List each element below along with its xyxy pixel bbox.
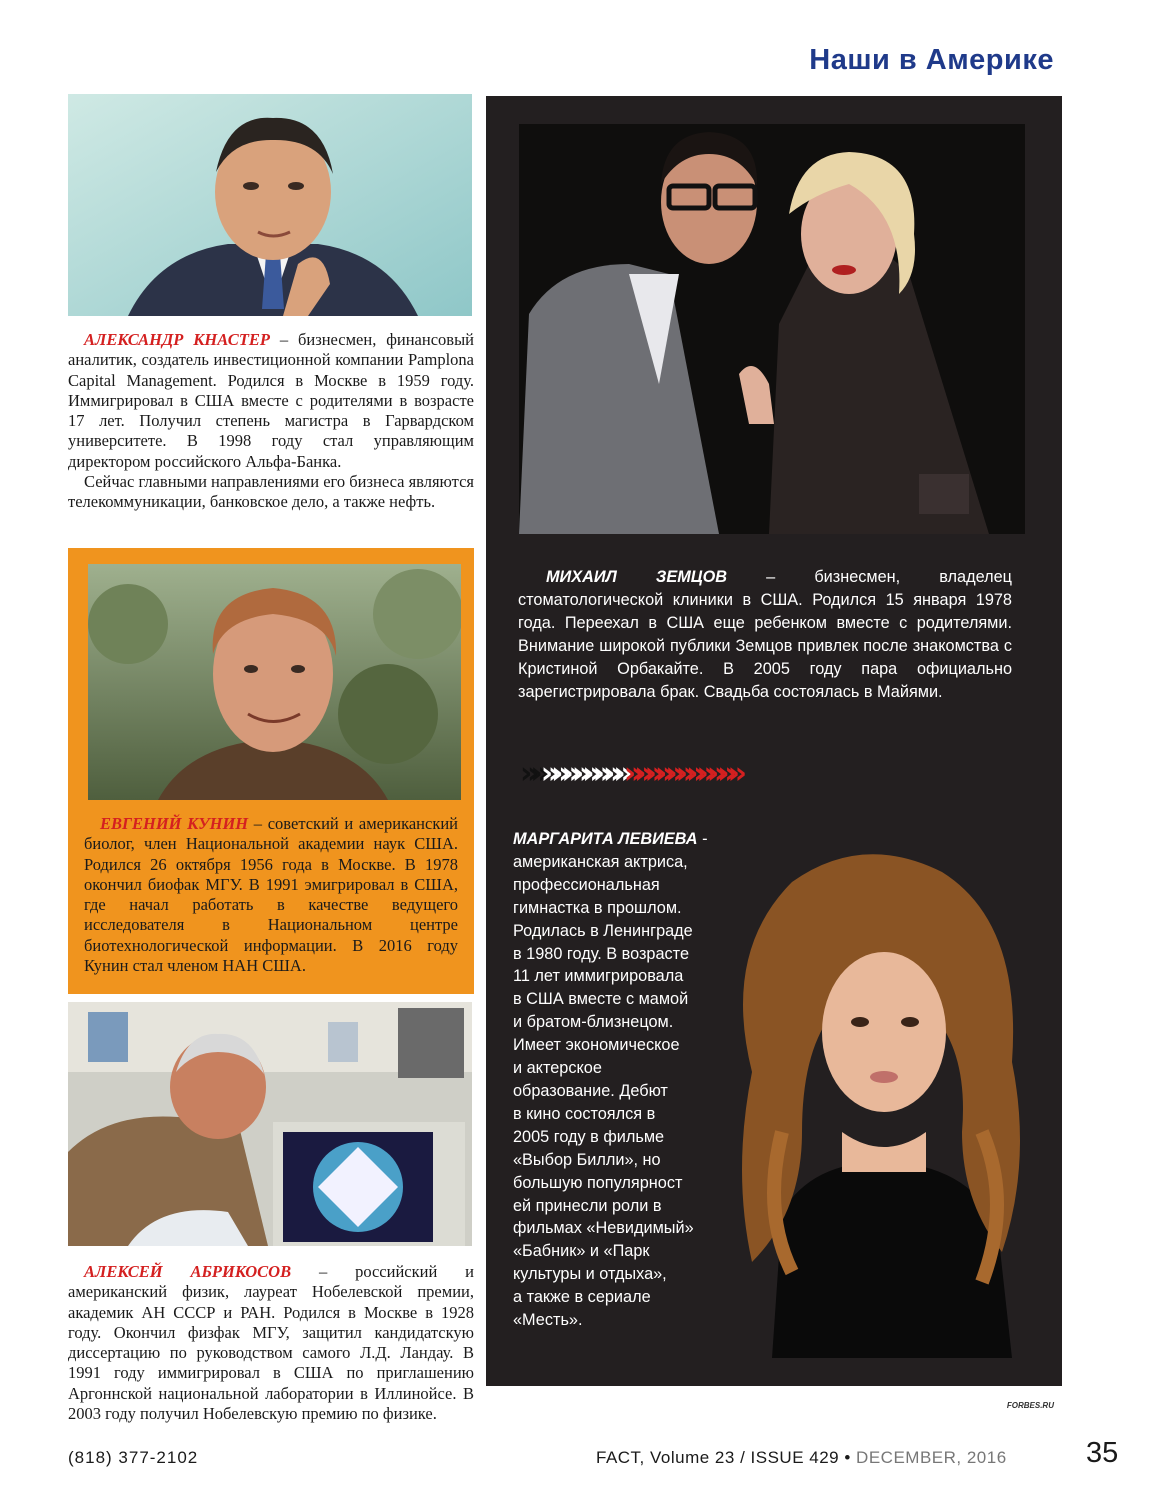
koonin-card: [68, 548, 474, 994]
levieva-name-line: МАРГАРИТА ЛЕВИЕВА -: [513, 830, 708, 848]
footer-publication-line: [596, 1448, 1007, 1468]
levieva-bio-line: ей принесли роли в: [513, 1196, 662, 1215]
koonin-bio: [84, 814, 458, 976]
knaster-bio-text: – бизнесмен, финансовый аналитик, создатель инвестиционной компании Pamplona Capital Management. Родился в Москве в 1959 году. Иммигрировал в США вместе с родителями в возрасте 17 лет. Получил степень магистра в Гарвардском университете. В 1998 году стал управляющим директором российского Альфа-Банка.: [68, 330, 474, 471]
levieva-bio-line: 2005 году в фильме: [513, 1127, 665, 1146]
knaster-bio: [68, 330, 474, 513]
section-title: Наши в Америке: [809, 44, 1054, 76]
levieva-bio-lines: [513, 851, 753, 1332]
footer-date: DECEMBER, 2016: [856, 1448, 1007, 1467]
chevrons-red: »»»»»»»»»»»: [623, 756, 738, 791]
levieva-bio-line: профессиональная: [513, 875, 660, 894]
levieva-bio-line: «Месть».: [513, 1311, 583, 1330]
levieva-bio-line: Имеет экономическое: [513, 1036, 680, 1055]
koonin-name: ЕВГЕНИЙ КУНИН: [100, 814, 249, 833]
zemtsov-bio-text: – бизнесмен, владелец стоматологической клиники в США. Родился 15 января 1978 года. Переехал в США еще ребенком вместе с родителями. Внимание широкой публики Земцов привлек после знакомства с Кристиной Орбакайте. В 2005 году пара официально зарегистрировала брак. Свадьба состоялась в Майями.: [518, 568, 1013, 701]
chevrons-white: »»»»»»»»: [540, 756, 624, 791]
abrikosov-bio-text: – российский и американский физик, лауреат Нобелевской премии, академик АН СССР и РАН. Родился в Москве в 1928 году. Окончил физфак МГУ, защитил кандидатскую диссертацию по руководством самого Л.Д. Ландау. В 1991 году иммигрировал в США по приглашению Аргоннской национальной лаборатории в Иллинойсе. В 2003 году получил Нобелевскую премию по физике.: [68, 1262, 474, 1424]
koonin-bio-text: – советский и американский биолог, член Национальной академии наук США. Родился 26 октября 1956 года в Москве. В 1978 окончил биофак МГУ. В 1991 эмигрировал в США, где начал работать в качестве ведущего исследователя в Национальном центре биотехнологической информации. В 2016 году Кунин стал членом НАН США.: [84, 814, 458, 976]
levieva-name: МАРГАРИТА ЛЕВИЕВА: [513, 830, 698, 848]
levieva-bio-line: в кино состоялся в: [513, 1104, 656, 1123]
abrikosov-name: АЛЕКСЕЙ АБРИКОСОВ: [84, 1262, 292, 1281]
levieva-bio: [513, 828, 753, 1332]
koonin-photo: [88, 564, 461, 800]
page-number: 35: [1086, 1437, 1119, 1469]
knaster-name: АЛЕКСАНДР КНАСТЕР: [84, 330, 270, 349]
levieva-bio-line: 11 лет иммигрировала: [513, 967, 684, 986]
levieva-bio-line: американская актриса,: [513, 852, 688, 871]
zemtsov-bio: [518, 566, 1012, 704]
levieva-bio-line: в США вместе с мамой: [513, 990, 689, 1009]
levieva-bio-line: образование. Дебют: [513, 1081, 668, 1100]
zemtsov-name: МИХАИЛ ЗЕМЦОВ: [546, 568, 728, 586]
levieva-bio-line: фильмах «Невидимый»: [513, 1219, 694, 1238]
photo-credit: FORBES.RU: [1006, 1401, 1054, 1410]
levieva-bio-line: в 1980 году. В возрасте: [513, 944, 690, 963]
levieva-bio-line: и братом-близнецом.: [513, 1013, 674, 1032]
levieva-bio-line: Родилась в Ленинграде: [513, 921, 693, 940]
levieva-bio-line: «Бабник» и «Парк: [513, 1242, 650, 1261]
levieva-bio-line: и актерское: [513, 1059, 602, 1078]
levieva-photo: [712, 832, 1052, 1358]
chevrons-dark: »»: [520, 756, 541, 791]
footer-phone: (818) 377-2102: [68, 1448, 199, 1467]
abrikosov-bio: [68, 1262, 474, 1424]
levieva-bio-line: «Выбор Билли», но: [513, 1150, 661, 1169]
levieva-bio-line: а также в сериале: [513, 1288, 651, 1307]
levieva-bio-line: культуры и отдыха»,: [513, 1265, 667, 1284]
zemtsov-photo: [519, 124, 1025, 534]
chevron-divider: [520, 756, 738, 791]
abrikosov-photo: [68, 1002, 472, 1246]
levieva-bio-line: гимнастка в прошлом.: [513, 898, 682, 917]
levieva-bio-line: большую популярност: [513, 1173, 683, 1192]
footer-bullet: •: [844, 1448, 851, 1467]
knaster-photo: [68, 94, 472, 316]
knaster-bio-p2: Сейчас главными направлениями его бизнеса являются телекоммуникации, банковское дело, а также нефть.: [68, 472, 474, 512]
dark-panel: [486, 96, 1062, 1410]
footer-publication: FACT, Volume 23 / ISSUE 429: [596, 1448, 840, 1467]
